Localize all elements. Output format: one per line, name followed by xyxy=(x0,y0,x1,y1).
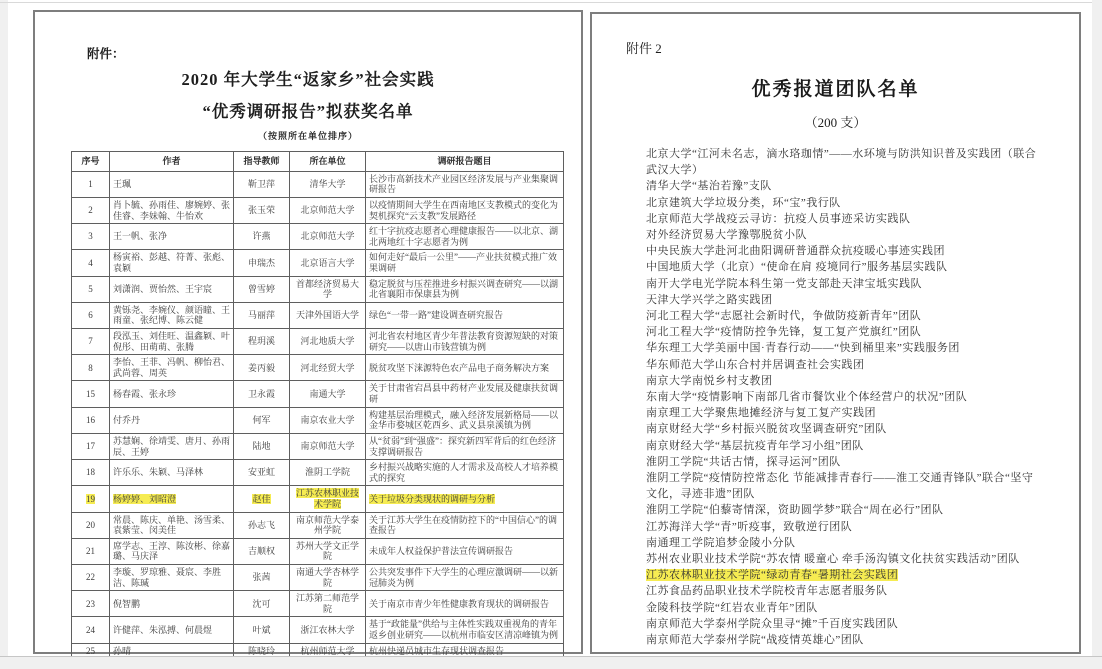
cell-authors: 王一帆、张净 xyxy=(110,224,234,250)
cell-advisor: 张茜 xyxy=(234,564,290,590)
list-item: 南开大学电光学院本科生第一党支部赴天津宝坻实践队 xyxy=(646,277,922,290)
table-row xyxy=(72,591,564,617)
cell-unit: 天津外国语大学 xyxy=(290,302,366,328)
cell-unit: 苏州大学文正学院 xyxy=(290,538,366,564)
table-row xyxy=(72,407,564,433)
cell-authors: 李璇、罗琼雅、聂宸、李胜洁、陈瑊 xyxy=(110,564,234,590)
list-item: 东南大学“疫情影响下南部几省市餐饮业个体经营户的状况”团队 xyxy=(646,391,968,404)
table-row xyxy=(72,381,564,407)
cell-no: 6 xyxy=(72,302,110,328)
table-row xyxy=(72,486,564,512)
table-row xyxy=(72,538,564,564)
top-divider-line xyxy=(0,2,1102,3)
cell-advisor: 马丽萍 xyxy=(234,302,290,328)
table-row xyxy=(72,329,564,355)
cell-unit: 江苏第二师范学院 xyxy=(290,591,366,617)
list-item: 对外经济贸易大学豫鄂脱贫小队 xyxy=(646,229,807,242)
list-item: 南通理工学院追梦金陵小分队 xyxy=(646,536,796,549)
list-item: 南京师范大学泰州学院“战疫情英雄心”团队 xyxy=(646,634,864,647)
cell-title: 如何走好“最后一公里”——产业扶贫模式推广效果调研 xyxy=(366,250,564,276)
table-row xyxy=(72,355,564,381)
cell-unit: 南京师范大学 xyxy=(290,433,366,459)
list-item: 南京师范大学泰州学院众里寻“摊”千百度实践团队 xyxy=(646,617,899,630)
list-item: 南京理工大学聚焦地摊经济与复工复产实践团 xyxy=(646,407,876,420)
cell-title: 关于南京市青少年性健康教育现状的调研报告 xyxy=(366,591,564,617)
cell-authors: 孙晴 xyxy=(110,643,234,659)
cell-authors: 段泓玉、刘佳旺、温鑫颖、叶倪彤、田萌萌、张腾 xyxy=(110,329,234,355)
list-item: 华东理工大学美丽中国·青春行动——“快到桶里来”实践服务团 xyxy=(646,342,960,355)
col-header-no: 序号 xyxy=(72,152,110,172)
cell-title: 构建基层治理模式，融入经济发展新格局——以金华市婺城区乾西乡、武义县泉溪镇为例 xyxy=(366,407,564,433)
highlighted-text: 杨婷婷、刘昭澄 xyxy=(113,493,177,504)
highlighted-text: 19 xyxy=(86,493,95,504)
team-list-count: （200 支） xyxy=(804,115,867,130)
cell-advisor: 靳卫萍 xyxy=(234,171,290,197)
document-subtitle: （按照所在单位排序） xyxy=(257,131,358,142)
cell-unit: 北京师范大学 xyxy=(290,224,366,250)
list-item: 清华大学“基治若豫”支队 xyxy=(646,180,772,193)
cell-title: 乡村振兴战略实施的人才需求及高校人才培养模式的探究 xyxy=(366,460,564,486)
list-item: 淮阴工学院“疫情防控常态化 节能减排青春行——淮工交通青锋队”联合“坚守文化，寻迹非遗”团队 xyxy=(646,472,1034,501)
table-row xyxy=(72,460,564,486)
cell-authors: 倪智鹏 xyxy=(110,591,234,617)
table-header-row xyxy=(72,152,564,172)
list-item: 淮阴工学院“共话古情，探寻运河”团队 xyxy=(646,455,841,468)
highlighted-text: 赵佳 xyxy=(252,493,271,504)
cell-no: 5 xyxy=(72,276,110,302)
cell-authors: 黄铄尧、李婉仪、颜语瞳、王雨童、张纪博、陈云健 xyxy=(110,302,234,328)
cell-no: 4 xyxy=(72,250,110,276)
cell-advisor: 程玥溪 xyxy=(234,329,290,355)
cell-advisor: 姜丙毅 xyxy=(234,355,290,381)
cell-advisor: 申瑞杰 xyxy=(234,250,290,276)
table-row xyxy=(72,302,564,328)
list-item: 南京财经大学“基层抗疫青年学习小组”团队 xyxy=(646,439,864,452)
attachment-label: 附件： xyxy=(87,47,125,61)
cell-no: 7 xyxy=(72,329,110,355)
cell-advisor: 许燕 xyxy=(234,224,290,250)
cell-no: 23 xyxy=(72,591,110,617)
table-row xyxy=(72,276,564,302)
background-right-margin xyxy=(1092,0,1102,669)
list-item: 北京师范大学战疫云寻访：抗疫人员事迹采访实践队 xyxy=(646,212,911,225)
cell-advisor xyxy=(234,486,290,512)
list-item: 北京建筑大学垃圾分类，环“宝”我行队 xyxy=(646,196,841,209)
cell-advisor: 卫永霞 xyxy=(234,381,290,407)
cell-unit: 河北地质大学 xyxy=(290,329,366,355)
cell-no: 3 xyxy=(72,224,110,250)
cell-no: 21 xyxy=(72,538,110,564)
table-row xyxy=(72,224,564,250)
cell-no: 24 xyxy=(72,617,110,643)
cell-title: 长沙市高新技术产业园区经济发展与产业集聚调研报告 xyxy=(366,171,564,197)
highlighted-text: 江苏农林职业技术学院“绿动青春“暑期社会实践团 xyxy=(646,569,899,582)
table-row xyxy=(72,171,564,197)
cell-unit: 淮阴工学院 xyxy=(290,460,366,486)
cell-authors: 常晨、陈庆、单艳、汤雪柔、袁紫莹、闵美佳 xyxy=(110,512,234,538)
team-list xyxy=(646,146,1041,648)
cell-unit: 南京农业大学 xyxy=(290,407,366,433)
team-list-title: 优秀报道团队名单 xyxy=(751,79,920,100)
cell-advisor: 叶斌 xyxy=(234,617,290,643)
cell-authors: 杨春霞、张永珍 xyxy=(110,381,234,407)
list-item: 河北工程大学“疫情防控争先锋，复工复产党旗红”团队 xyxy=(646,326,922,339)
table-row xyxy=(72,197,564,223)
col-header-authors: 作者 xyxy=(110,152,234,172)
list-item: 江苏海洋大学“青”听疫事，致敬逆行团队 xyxy=(646,520,853,533)
cell-title: 绿色“一带一路”建设调查研究报告 xyxy=(366,302,564,328)
cell-authors: 许乐乐、朱颖、马泽林 xyxy=(110,460,234,486)
cell-unit: 河北经贸大学 xyxy=(290,355,366,381)
background-left-margin xyxy=(0,0,8,669)
background-bottom-margin xyxy=(0,656,1102,669)
list-item: 河北工程大学“志愿社会新时代，争做防疫新青年”团队 xyxy=(646,310,922,323)
cell-unit: 南京师范大学泰州学院 xyxy=(290,512,366,538)
list-item: 金陵科技学院“红岩农业青年”团队 xyxy=(646,601,818,614)
cell-title: 基于“政能量”供给与主体性实践双重视角的青年返乡创业研究——以杭州市临安区清凉峰镇为例 xyxy=(366,617,564,643)
list-item: 北京大学“江河未名志，滴水珞珈情”——水环境与防洪知识普及实践团（联合武汉大学） xyxy=(646,148,1037,177)
left-document-page xyxy=(33,10,583,654)
cell-advisor: 安亚虹 xyxy=(234,460,290,486)
cell-no: 1 xyxy=(72,171,110,197)
cell-no: 17 xyxy=(72,433,110,459)
cell-unit: 北京语言大学 xyxy=(290,250,366,276)
table-row xyxy=(72,250,564,276)
cell-no: 25 xyxy=(72,643,110,659)
cell-title: 公共突发事件下大学生的心理应激调研——以新冠肺炎为例 xyxy=(366,564,564,590)
cell-advisor: 沈可 xyxy=(234,591,290,617)
report-table-body xyxy=(72,171,564,659)
cell-authors: 苏慧娴、徐靖雯、唐月、孙雨辰、王婷 xyxy=(110,433,234,459)
cell-advisor: 陈晓玲 xyxy=(234,643,290,659)
list-item: 华东师范大学山东合村并居调查社会实践团 xyxy=(646,358,865,371)
cell-no: 15 xyxy=(72,381,110,407)
cell-title: 关于甘肃省宕昌县中药材产业发展及健康扶贫调研 xyxy=(366,381,564,407)
cell-unit: 首都经济贸易大学 xyxy=(290,276,366,302)
cell-unit: 清华大学 xyxy=(290,171,366,197)
cell-no: 2 xyxy=(72,197,110,223)
cell-advisor: 吉顺权 xyxy=(234,538,290,564)
cell-advisor: 张玉荣 xyxy=(234,197,290,223)
cell-authors: 席学志、王淳、陈汝彬、徐嘉璐、马庆泽 xyxy=(110,538,234,564)
table-row xyxy=(72,512,564,538)
cell-authors: 刘潇润、贾怡然、王宇宸 xyxy=(110,276,234,302)
list-item xyxy=(646,567,1041,583)
cell-no: 20 xyxy=(72,512,110,538)
cell-authors: 肖卜毓、孙雨佳、廖婉婷、张佳睿、李妹翰、牛怡欢 xyxy=(110,197,234,223)
list-item: 中央民族大学赴河北曲阳调研普通群众抗疫暖心事迹实践团 xyxy=(646,245,945,258)
cell-title: 以疫情期间大学生在西南地区支教模式的变化为契机探究“云支教”发展路径 xyxy=(366,197,564,223)
document-title-line2: “优秀调研报告”拟获奖名单 xyxy=(202,102,414,122)
cell-authors: 许健萍、朱泓搏、何晨煜 xyxy=(110,617,234,643)
cell-title: 杭州快递员城市生存现状调查报告 xyxy=(366,643,564,659)
list-item: 江苏食品药品职业技术学院校青年志愿者服务队 xyxy=(646,585,888,598)
table-row xyxy=(72,617,564,643)
cell-title: 从“贫弱”到“强盛”：探究新四军背后的红色经济支撑调研报告 xyxy=(366,433,564,459)
highlighted-text: 江苏农林职业技术学院 xyxy=(295,488,359,509)
cell-title: 关于江苏大学生在疫情防控下的“中国信心”的调查报告 xyxy=(366,512,564,538)
list-item: 天津大学兴学之路实践团 xyxy=(646,293,773,306)
col-header-title: 调研报告题目 xyxy=(366,152,564,172)
highlighted-text: 关于垃圾分类现状的调研与分析 xyxy=(369,493,496,504)
cell-authors: 杨寅裕、彭越、符菁、张彪、袁颖 xyxy=(110,250,234,276)
cell-authors: 付乔丹 xyxy=(110,407,234,433)
attachment-label-2: 附件 2 xyxy=(626,41,662,56)
cell-advisor: 孙志飞 xyxy=(234,512,290,538)
cell-unit: 南通大学 xyxy=(290,381,366,407)
document-title-line1: 2020 年大学生“返家乡”社会实践 xyxy=(181,70,435,89)
cell-authors xyxy=(110,486,234,512)
col-header-advisor: 指导教师 xyxy=(234,152,290,172)
cell-title: 红十字抗疫志愿者心理健康报告——以北京、湖北两地红十字志愿者为例 xyxy=(366,224,564,250)
report-award-table xyxy=(71,151,564,659)
list-item: 南京财经大学“乡村振兴脱贫攻坚调查研究”团队 xyxy=(646,423,887,436)
cell-unit: 浙江农林大学 xyxy=(290,617,366,643)
table-row xyxy=(72,433,564,459)
cell-no: 18 xyxy=(72,460,110,486)
cell-title xyxy=(366,486,564,512)
cell-no xyxy=(72,486,110,512)
cell-advisor: 曾雪婷 xyxy=(234,276,290,302)
cell-no: 16 xyxy=(72,407,110,433)
col-header-unit: 所在单位 xyxy=(290,152,366,172)
cell-authors: 王珮 xyxy=(110,171,234,197)
cell-unit: 杭州师范大学 xyxy=(290,643,366,659)
list-item: 南京大学南悦乡村支教团 xyxy=(646,374,773,387)
cell-no: 22 xyxy=(72,564,110,590)
cell-unit: 北京师范大学 xyxy=(290,197,366,223)
right-document-page xyxy=(590,12,1081,654)
cell-unit: 南通大学杏林学院 xyxy=(290,564,366,590)
cell-title: 脱贫攻坚下涞源特色农产品电子商务解决方案 xyxy=(366,355,564,381)
list-item: 苏州农业职业技术学院“苏农情 暖童心 牵手汤沟镇文化扶贫实践活动”团队 xyxy=(646,553,1020,566)
cell-title: 稳定脱贫与压茬推进乡村振兴调查研究——以湖北省襄阳市保康县为例 xyxy=(366,276,564,302)
cell-advisor: 何军 xyxy=(234,407,290,433)
cell-advisor: 陆地 xyxy=(234,433,290,459)
table-row xyxy=(72,564,564,590)
list-item: 中国地质大学（北京）“使命在肩 疫境同行”服务基层实践队 xyxy=(646,261,948,274)
cell-no: 8 xyxy=(72,355,110,381)
cell-title: 未成年人权益保护普法宣传调研报告 xyxy=(366,538,564,564)
cell-title: 河北省农村地区青少年普法教育资源短缺的对策研究——以唐山市钱营镇为例 xyxy=(366,329,564,355)
cell-unit xyxy=(290,486,366,512)
cell-authors: 李怡、王菲、冯帆、柳怡君、武尚蓉、周英 xyxy=(110,355,234,381)
list-item: 淮阴工学院“伯藜寄情深，资助圆学梦”联合“周在必行”团队 xyxy=(646,504,944,517)
